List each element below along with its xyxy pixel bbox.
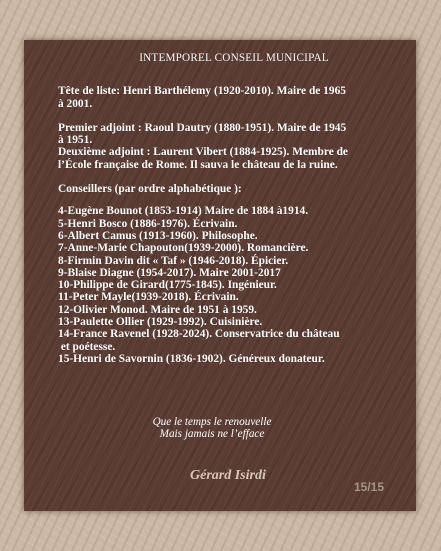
list-item: 14-France Ravenel (1928-2024). Conservatrice du château bbox=[58, 328, 340, 341]
list-item: et poétesse. bbox=[58, 340, 116, 353]
list-item: 5-Henri Bosco (1886-1976). Écrivain. bbox=[58, 217, 238, 230]
text-line: l’École française de Rome. Il sauva le château de la ruine. bbox=[58, 158, 338, 171]
text-line: Premier adjoint : Raoul Dautry (1880-1951). Maire de 1945 bbox=[58, 121, 347, 134]
list-item: 10-Philippe de Girard(1775-1845). Ingénieur. bbox=[58, 279, 277, 292]
list-item: 8-Firmin Davin dit « Taf » (1946-2018). Épicier. bbox=[58, 254, 289, 267]
closing-quote bbox=[112, 416, 312, 441]
list-item: 15-Henri de Savornin (1836-1902). Généreux donateur. bbox=[58, 352, 325, 365]
list-item: 12-Olivier Monod. Maire de 1951 à 1959. bbox=[58, 303, 257, 316]
list-item: 11-Peter Mayle(1939-2018). Écrivain. bbox=[58, 291, 239, 304]
council-text-block bbox=[58, 52, 418, 365]
text-line: à 1951. bbox=[58, 134, 93, 147]
author-signature: Gérard Isirdi bbox=[190, 468, 266, 483]
quote-line: Que le temps le renouvelle bbox=[152, 416, 272, 428]
list-item: 9-Blaise Diagne (1954-2017). Maire 2001-2017 bbox=[58, 266, 281, 279]
page-number: 15/15 bbox=[354, 480, 385, 494]
page-title: INTEMPOREL CONSEIL MUNICIPAL bbox=[139, 52, 329, 64]
text-line: à 2001. bbox=[58, 97, 93, 110]
list-item: 6-Albert Camus (1913-1960). Philosophe. bbox=[58, 229, 258, 242]
list-item: 4-Eugène Bounot (1853-1914) Maire de 1884 à1914. bbox=[58, 205, 309, 218]
councillors-heading: Conseillers (par ordre alphabétique ): bbox=[58, 183, 242, 196]
head-of-list bbox=[58, 85, 418, 110]
quote-line: Mais jamais ne l’efface bbox=[159, 428, 265, 441]
text-line: Deuxième adjoint : Laurent Vibert (1884-1925). Membre de bbox=[58, 146, 348, 159]
deputies bbox=[58, 122, 418, 171]
list-item: 7-Anne-Marie Chapouton(1939-2000). Romancière. bbox=[58, 242, 309, 255]
list-item: 13-Paulette Ollier (1929-1992). Cuisinière. bbox=[58, 316, 263, 329]
councillors-list bbox=[58, 205, 418, 365]
text-line: Tête de liste: Henri Barthélemy (1920-2010). Maire de 1965 bbox=[58, 85, 346, 98]
